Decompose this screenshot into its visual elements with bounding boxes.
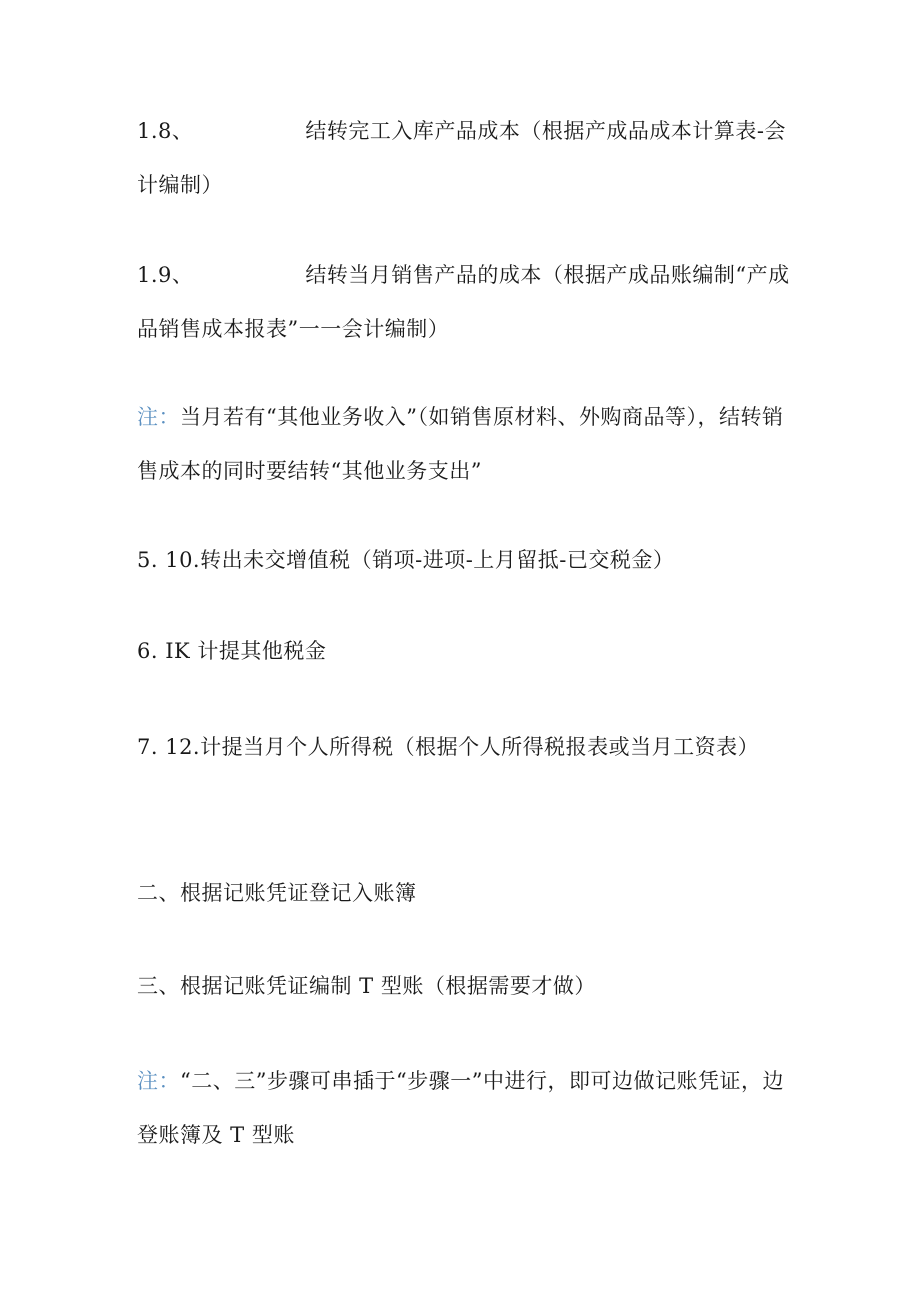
item-number: 1.8、: [137, 119, 194, 143]
paragraph-5-10: [137, 533, 797, 587]
note-text: 当月若有“其他业务收入”（如销售原材料、外购商品等），结转销售成本的同时要结转“其他业务支出”: [137, 405, 784, 483]
section-two-heading: [137, 866, 797, 920]
section-three-heading: [137, 959, 797, 1013]
paragraph-1-8: [137, 104, 797, 212]
note-paragraph-2: [137, 1054, 797, 1162]
item-text: 7. 12.计提当月个人所得税（根据个人所得税报表或当月工资表）: [137, 735, 760, 759]
item-text: 二、根据记账凭证登记入账簿: [137, 881, 417, 905]
item-text: 5. 10.转出未交增值税（销项-进项-上月留抵-已交税金）: [137, 548, 675, 572]
item-text: 结转当月销售产品的成本（根据产成品账编制“产成品销售成本报表”一一会计编制）: [137, 263, 790, 341]
note-label: 注：: [137, 1069, 180, 1093]
item-number: 1.9、: [137, 263, 194, 287]
note-text: “二、三”步骤可串插于“步骤一”中进行，即可边做记账凭证，边登账簿及 T 型账: [137, 1069, 784, 1147]
note-paragraph-1: [137, 390, 797, 498]
paragraph-7-12: [137, 720, 797, 774]
item-text: 结转完工入库产品成本（根据产成品成本计算表-会计编制）: [137, 119, 786, 197]
item-text: 6. IK 计提其他税金: [137, 639, 327, 663]
item-text: 三、根据记账凭证编制 T 型账（根据需要才做）: [137, 974, 596, 998]
note-label: 注：: [137, 405, 180, 429]
paragraph-1-9: [137, 248, 797, 356]
paragraph-6: [137, 624, 797, 678]
